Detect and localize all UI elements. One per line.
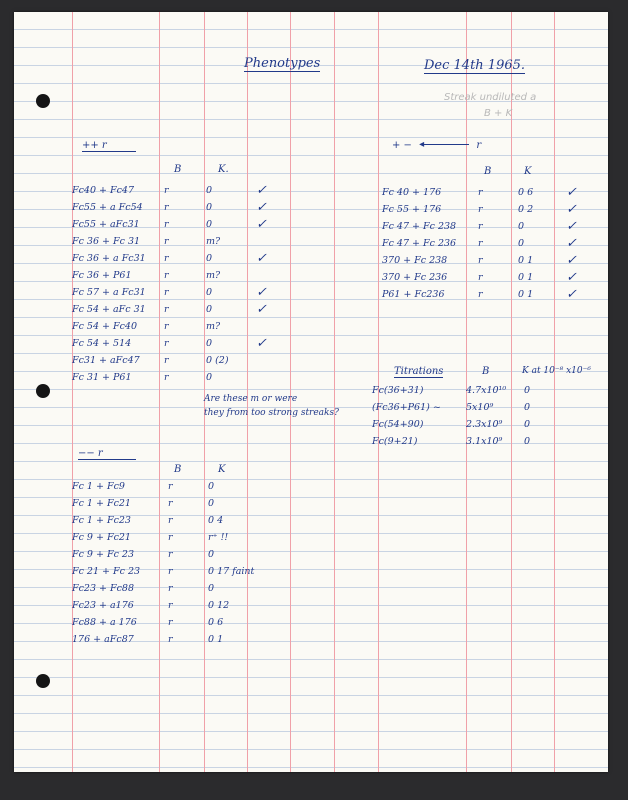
cell-b: r [478, 221, 483, 232]
cell-cross: Fc 54 + Fc40 [72, 321, 138, 332]
cell-cross: Fc(9+21) [372, 436, 418, 447]
titrations-table [370, 382, 552, 450]
table-row [380, 201, 594, 218]
cell-b: r [478, 187, 483, 198]
cell-cross: Fc 9 + Fc 23 [72, 549, 134, 560]
pencil-note: B + K [484, 108, 513, 119]
table-row [380, 286, 594, 303]
table-row [70, 216, 284, 233]
cell-cross: Fc 9 + Fc21 [72, 532, 131, 543]
cell-k: 0 [206, 202, 213, 213]
cell-b: 3.1x10⁹ [466, 436, 503, 447]
table-row [70, 495, 276, 512]
cell-k: 0 [208, 583, 215, 594]
cell-mark: ✓ [256, 200, 267, 215]
table-row [70, 597, 276, 614]
table-row [70, 318, 284, 335]
titrations-column-k: K at 10⁻⁸ x10⁻⁶ [522, 366, 591, 376]
section-heading-plus-plus: ++ r [82, 140, 136, 152]
cell-b: 2.3x10⁹ [466, 419, 503, 430]
cell-b: r [164, 321, 169, 332]
cell-b: r [164, 185, 169, 196]
cell-cross: Fc 47 + Fc 238 [382, 221, 457, 232]
column-rule [334, 12, 335, 772]
cell-k: 0 1 [518, 255, 534, 266]
page-title: Phenotypes [244, 56, 321, 71]
cell-k: 0 [524, 402, 531, 413]
cell-mark: ✓ [256, 217, 267, 232]
cell-cross: Fc 55 + 176 [382, 204, 442, 215]
cell-k: 0 [518, 221, 525, 232]
cell-k: 0 [206, 287, 213, 298]
cell-k: 0 [208, 481, 215, 492]
table-row [70, 614, 276, 631]
table-row [70, 512, 276, 529]
cell-k: 0 [518, 238, 525, 249]
cell-b: r [164, 372, 169, 383]
column-header-k: K [524, 166, 532, 177]
cell-mark [254, 267, 284, 284]
cell-k: m? [206, 270, 221, 281]
cell-k: r⁺ !! [208, 532, 229, 543]
table-row [370, 399, 552, 416]
cell-cross: Fc 36 + a Fc31 [72, 253, 146, 264]
cell-b: r [168, 634, 173, 645]
cell-cross: Fc 1 + Fc21 [72, 498, 131, 509]
cell-k: 0 [208, 549, 215, 560]
cell-mark: ✓ [566, 270, 577, 285]
table-row [70, 563, 276, 580]
cell-cross: Fc40 + Fc47 [72, 185, 135, 196]
cell-k: 0 2 [518, 204, 534, 215]
cell-k: 0 [206, 338, 213, 349]
table-row [70, 546, 276, 563]
cell-b: r [168, 549, 173, 560]
cell-mark: ✓ [566, 236, 577, 251]
table-row [370, 433, 552, 450]
column-header-k: K. [218, 164, 229, 175]
cell-cross: Fc 57 + a Fc31 [72, 287, 146, 298]
table-row [70, 182, 284, 199]
table-row [70, 631, 276, 648]
cell-b: r [164, 287, 169, 298]
section-heading-minus-minus: −− r [78, 448, 136, 460]
cell-cross: Fc88 + a 176 [72, 617, 137, 628]
cell-mark: ✓ [256, 285, 267, 300]
cell-cross: Fc 40 + 176 [382, 187, 442, 198]
titrations-column-b: B [482, 366, 490, 377]
phenotype-table-plus-plus [70, 182, 284, 386]
cell-cross: Fc 36 + P61 [72, 270, 132, 281]
table-row [70, 352, 284, 369]
cell-k: 0 6 [208, 617, 224, 628]
table-row [380, 184, 594, 201]
table-row [70, 233, 284, 250]
cell-cross: P61 + Fc236 [382, 289, 445, 300]
cell-mark: ✓ [256, 251, 267, 266]
cell-b: r [164, 202, 169, 213]
cell-mark [254, 233, 284, 250]
cell-b: r [168, 566, 173, 577]
table-row [380, 235, 594, 252]
cell-b: r [168, 583, 173, 594]
cell-b: r [164, 304, 169, 315]
pencil-note: Streak undiluted a [444, 92, 537, 103]
cell-b: r [478, 255, 483, 266]
cell-b: r [168, 617, 173, 628]
table-row [370, 416, 552, 433]
cell-b: r [168, 532, 173, 543]
cell-cross: Fc 31 + P61 [72, 372, 132, 383]
cell-k: 0 [206, 219, 213, 230]
cell-mark [254, 369, 284, 386]
table-row [70, 284, 284, 301]
column-rule [247, 12, 248, 772]
cell-b: 5x10⁹ [466, 402, 494, 413]
cell-cross: Fc 21 + Fc 23 [72, 566, 141, 577]
table-row [380, 252, 594, 269]
cell-cross: Fc55 + a Fc54 [72, 202, 143, 213]
cell-k: 0 [206, 185, 213, 196]
cell-k: 0 [206, 304, 213, 315]
cell-cross: 370 + Fc 238 [382, 255, 448, 266]
table-row [370, 382, 552, 399]
cell-b: r [478, 289, 483, 300]
punch-hole [36, 674, 50, 688]
section-arrow-label: r [476, 140, 482, 151]
column-header-b: B [174, 164, 182, 175]
cell-k: 0 (2) [206, 355, 229, 366]
section-heading-text: + − [392, 140, 412, 151]
cell-b: r [478, 238, 483, 249]
cell-b: r [168, 481, 173, 492]
cell-b: r [478, 204, 483, 215]
cell-cross: Fc 47 + Fc 236 [382, 238, 457, 249]
margin-note: they from too strong streaks? [204, 408, 339, 418]
table-row [380, 218, 594, 235]
section-heading-plus-minus [392, 140, 481, 151]
cell-k: 0 [524, 436, 531, 447]
titrations-heading: Titrations [394, 366, 444, 377]
column-rule [159, 12, 160, 772]
cell-cross: Fc(36+31) [372, 385, 424, 396]
table-row [70, 335, 284, 352]
cell-mark [254, 352, 284, 369]
cell-b: r [168, 600, 173, 611]
cell-cross: Fc23 + Fc88 [72, 583, 135, 594]
column-rule [554, 12, 555, 772]
column-header-k: K [218, 464, 226, 475]
cell-k: m? [206, 236, 221, 247]
cell-k: 0 4 [208, 515, 224, 526]
cell-b: r [168, 498, 173, 509]
cell-k: 0 6 [518, 187, 534, 198]
table-row [70, 580, 276, 597]
cell-cross: Fc23 + a176 [72, 600, 134, 611]
cell-k: 0 1 [518, 289, 534, 300]
cell-k: 0 [208, 498, 215, 509]
notebook-page [14, 12, 608, 772]
phenotype-table-plus-minus [380, 184, 594, 303]
cell-cross: Fc 1 + Fc9 [72, 481, 125, 492]
punch-hole [36, 384, 50, 398]
table-row [380, 269, 594, 286]
arrow-left-icon: ◂ [423, 144, 469, 145]
cell-k: 0 [524, 385, 531, 396]
cell-b: r [164, 253, 169, 264]
cell-mark: ✓ [256, 183, 267, 198]
cell-mark [254, 318, 284, 335]
cell-k: 0 12 [208, 600, 230, 611]
cell-cross: Fc(54+90) [372, 419, 424, 430]
cell-b: r [168, 515, 173, 526]
cell-cross: Fc 1 + Fc23 [72, 515, 131, 526]
cell-mark: ✓ [566, 202, 577, 217]
cell-cross: 370 + Fc 236 [382, 272, 448, 283]
column-header-b: B [174, 464, 182, 475]
cell-mark: ✓ [566, 253, 577, 268]
cell-k: m? [206, 321, 221, 332]
cell-cross: Fc55 + aFc31 [72, 219, 140, 230]
cell-mark: ✓ [566, 185, 577, 200]
cell-k: 0 1 [208, 634, 224, 645]
table-row [70, 250, 284, 267]
margin-note: Are these m or were [204, 394, 298, 404]
cell-cross: Fc 54 + 514 [72, 338, 132, 349]
cell-cross: 176 + aFc87 [72, 634, 134, 645]
cell-b: r [164, 355, 169, 366]
cell-k: 0 17 faint [208, 566, 255, 577]
table-row [70, 199, 284, 216]
punch-hole [36, 94, 50, 108]
cell-mark: ✓ [256, 302, 267, 317]
cell-b: 4.7x10¹⁰ [466, 385, 507, 396]
cell-b: r [164, 219, 169, 230]
cell-cross: Fc31 + aFc47 [72, 355, 140, 366]
table-row [70, 478, 276, 495]
table-row [70, 369, 284, 386]
column-header-b: B [484, 166, 492, 177]
table-row [70, 267, 284, 284]
cell-k: 0 [524, 419, 531, 430]
table-row [70, 301, 284, 318]
cell-k: 0 [206, 372, 213, 383]
table-row [70, 529, 276, 546]
cell-b: r [478, 272, 483, 283]
cell-mark: ✓ [566, 287, 577, 302]
cell-b: r [164, 270, 169, 281]
margin-rule [72, 12, 73, 772]
cell-mark: ✓ [256, 336, 267, 351]
cell-b: r [164, 236, 169, 247]
column-rule [204, 12, 205, 772]
cell-cross: Fc 54 + aFc 31 [72, 304, 146, 315]
cell-b: r [164, 338, 169, 349]
column-rule [290, 12, 291, 772]
page-date: Dec 14th 1965. [424, 58, 526, 73]
cell-k: 0 1 [518, 272, 534, 283]
cell-mark: ✓ [566, 219, 577, 234]
cell-k: 0 [206, 253, 213, 264]
cell-cross: (Fc36+P61) ~ [372, 402, 441, 413]
cell-cross: Fc 36 + Fc 31 [72, 236, 141, 247]
phenotype-table-minus-minus [70, 478, 276, 648]
